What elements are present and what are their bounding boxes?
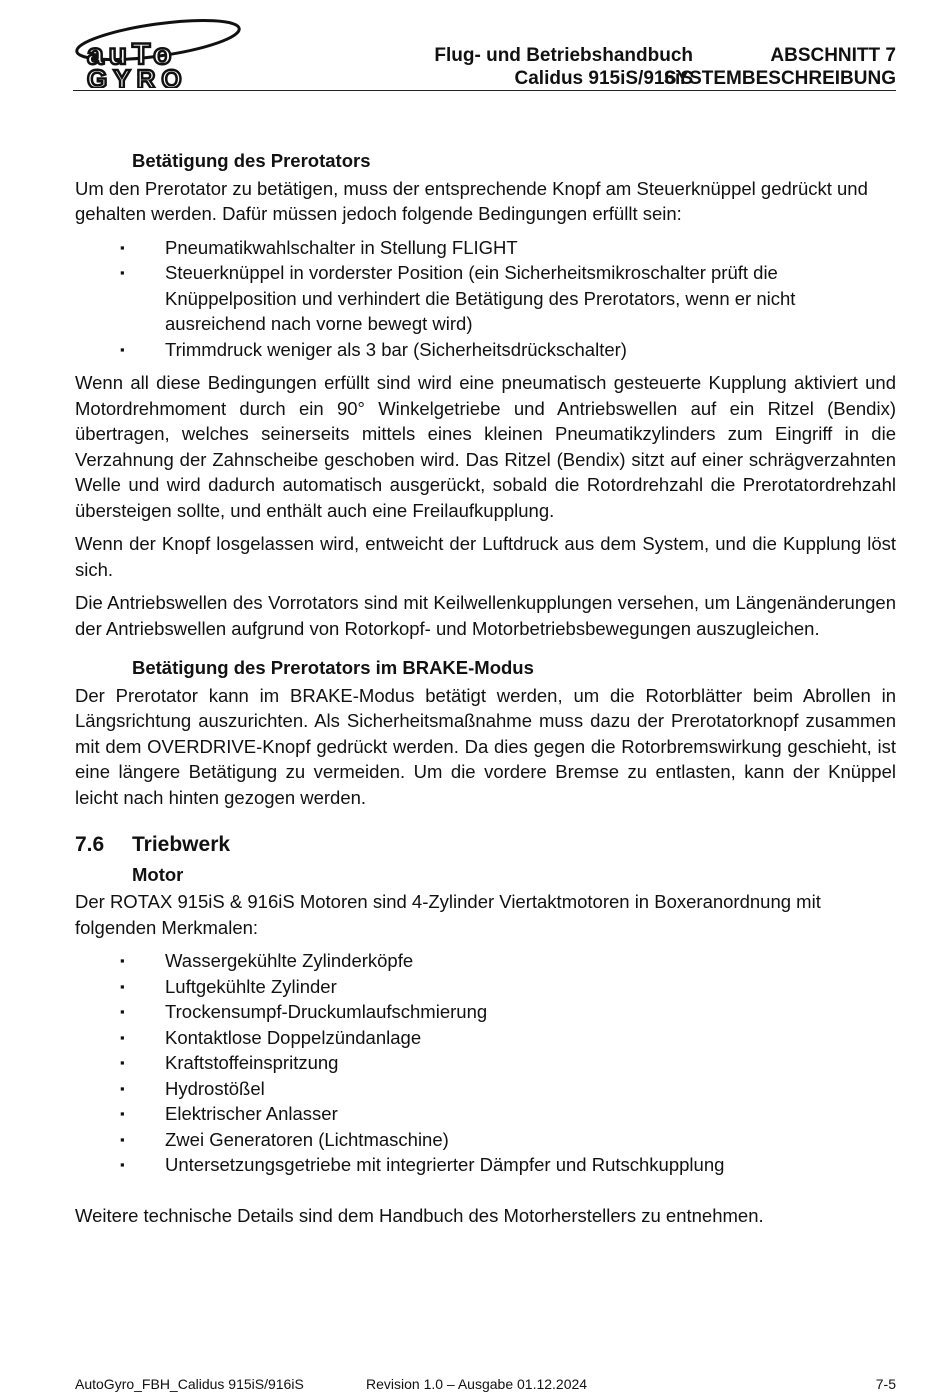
list-item-text: Hydrostößel xyxy=(165,1077,265,1099)
motor-features-list xyxy=(75,948,896,1178)
bullet-icon: ▪ xyxy=(120,239,125,255)
prerotator-conditions-list xyxy=(75,235,896,363)
section-label-line2: SYSTEMBESCHREIBUNG xyxy=(663,68,896,89)
bullet-icon: ▪ xyxy=(120,978,125,994)
manual-title xyxy=(303,44,693,90)
section-number: 7.6 xyxy=(75,833,105,856)
bullet-icon: ▪ xyxy=(120,1080,125,1096)
list-item-text: Zwei Generatoren (Lichtmaschine) xyxy=(165,1128,449,1150)
list-item xyxy=(75,999,896,1025)
list-item xyxy=(75,260,896,337)
page-body xyxy=(75,148,896,1236)
list-item xyxy=(75,1101,896,1127)
list-item-text: Kontaktlose Doppelzündanlage xyxy=(165,1026,422,1048)
list-item xyxy=(75,948,896,974)
list-item xyxy=(75,1076,896,1102)
section-label-line1: ABSCHNITT 7 xyxy=(770,45,896,66)
closing-paragraph: Weitere technische Details sind dem Handbuch des Motorherstellers zu entnehmen. xyxy=(75,1204,764,1226)
list-item-text: Elektrischer Anlasser xyxy=(165,1103,338,1124)
bullet-icon: ▪ xyxy=(120,265,125,280)
list-item xyxy=(75,235,896,261)
brake-heading: Betätigung des Prerotators im BRAKE-Modus xyxy=(132,657,534,678)
bullet-icon: ▪ xyxy=(120,953,125,968)
list-item xyxy=(75,1050,896,1076)
bullet-icon: ▪ xyxy=(120,1106,125,1121)
autogyro-logo xyxy=(73,14,243,88)
bullet-icon: ▪ xyxy=(120,1157,125,1172)
list-item xyxy=(75,974,896,1000)
manual-title-line1: Flug- und Betriebshandbuch xyxy=(434,45,693,66)
bullet-icon: ▪ xyxy=(120,1055,125,1070)
footer-doc-id: AutoGyro_FBH_Calidus 915iS/916iS xyxy=(75,1376,304,1392)
motor-heading: Motor xyxy=(132,863,184,885)
prerotator-paragraph-2: Wenn der Knopf losgelassen wird, entweicht der Luftdruck aus dem System, und die Kupplung löst sich. xyxy=(75,533,896,580)
list-item-text: Kraftstoffeinspritzung xyxy=(165,1052,339,1073)
footer-page-number: 7-5 xyxy=(875,1376,896,1392)
list-item xyxy=(75,1152,896,1178)
page-header xyxy=(73,14,896,91)
list-item-text: Trimmdruck weniger als 3 bar (Sicherheitsdrückschalter) xyxy=(165,338,627,360)
prerotator-heading: Betätigung des Prerotators xyxy=(132,150,371,171)
list-item-text: Wassergekühlte Zylinderköpfe xyxy=(165,950,414,971)
list-item xyxy=(75,337,896,363)
section-heading xyxy=(75,832,896,858)
svg-text:GYRO: GYRO xyxy=(87,64,188,88)
footer-revision: Revision 1.0 – Ausgabe 01.12.2024 xyxy=(366,1376,588,1392)
prerotator-paragraph-1: Wenn all diese Bedingungen erfüllt sind wird eine pneumatisch gesteuerte Kupplung aktiviert und Motordrehmoment durch ein 90° Winkelgetriebe und Antriebswellen auf ein Ritzel (Bendix) übertragen, welches seinerseits mittels eines kleinen Pneumatikzylinders zum Eingriff in die Verzahnung der Zahnscheibe geschoben wird. Das Ritzel (Bendix) sitzt auf einer schrägverzahnten Welle und wird dadurch automatisch ausgerückt, sobald die Rotordrehzahl die Prerotatordrehzahl übersteigen sollte, und enthält auch eine Freilaufkupplung. xyxy=(75,372,896,521)
list-item-text: Pneumatikwahlschalter in Stellung FLIGHT xyxy=(165,236,518,258)
bullet-icon: ▪ xyxy=(120,1029,125,1045)
list-item-text: Trockensumpf-Druckumlaufschmierung xyxy=(165,1001,488,1022)
section-title: Triebwerk xyxy=(132,833,231,856)
motor-intro: Der ROTAX 915iS & 916iS Motoren sind 4-Zylinder Viertaktmotoren in Boxeranordnung mit folgenden Merkmalen: xyxy=(75,891,821,938)
section-label xyxy=(664,44,896,90)
manual-title-line2: Calidus 915iS/916iS xyxy=(514,68,693,89)
list-item-text: Luftgekühlte Zylinder xyxy=(165,975,337,997)
bullet-icon: ▪ xyxy=(120,1004,125,1019)
list-item xyxy=(75,1127,896,1153)
svg-text:auTo: auTo xyxy=(87,38,177,71)
list-item-text: Steuerknüppel in vorderster Position (ein Sicherheitsmikroschalter prüft die Knüppelposition und verhindert die Betätigung des Prerotators, wenn er nicht ausreichend nach vorne bewegt wird) xyxy=(165,262,796,334)
prerotator-intro: Um den Prerotator zu betätigen, muss der entsprechende Knopf am Steuerknüppel gedrückt und gehalten werden. Dafür müssen jedoch folgende Bedingungen erfüllt sein: xyxy=(75,177,868,224)
brake-paragraph: Der Prerotator kann im BRAKE-Modus betätigt werden, um die Rotorblätter beim Abrollen in Längsrichtung auszurichten. Als Sicherheitsmaßnahme muss dazu der Prerotatorknopf zusammen mit dem OVERDRIVE-Knopf gedrückt werden. Da dies gegen die Rotorbremswirkung geschieht, ist eine längere Betätigung zu vermeiden. Um die vordere Bremse zu entlasten, kann der Knüppel leicht nach hinten gezogen werden. xyxy=(75,684,896,808)
list-item xyxy=(75,1025,896,1051)
list-item-text: Untersetzungsgetriebe mit integrierter Dämpfer und Rutschkupplung xyxy=(165,1154,725,1175)
bullet-icon: ▪ xyxy=(120,341,125,357)
prerotator-paragraph-3: Die Antriebswellen des Vorrotators sind mit Keilwellenkupplungen versehen, um Längenänderungen der Antriebswellen aufgrund von Rotorkopf- und Motorbetriebsbewegungen auszugleichen. xyxy=(75,592,896,639)
bullet-icon: ▪ xyxy=(120,1131,125,1147)
